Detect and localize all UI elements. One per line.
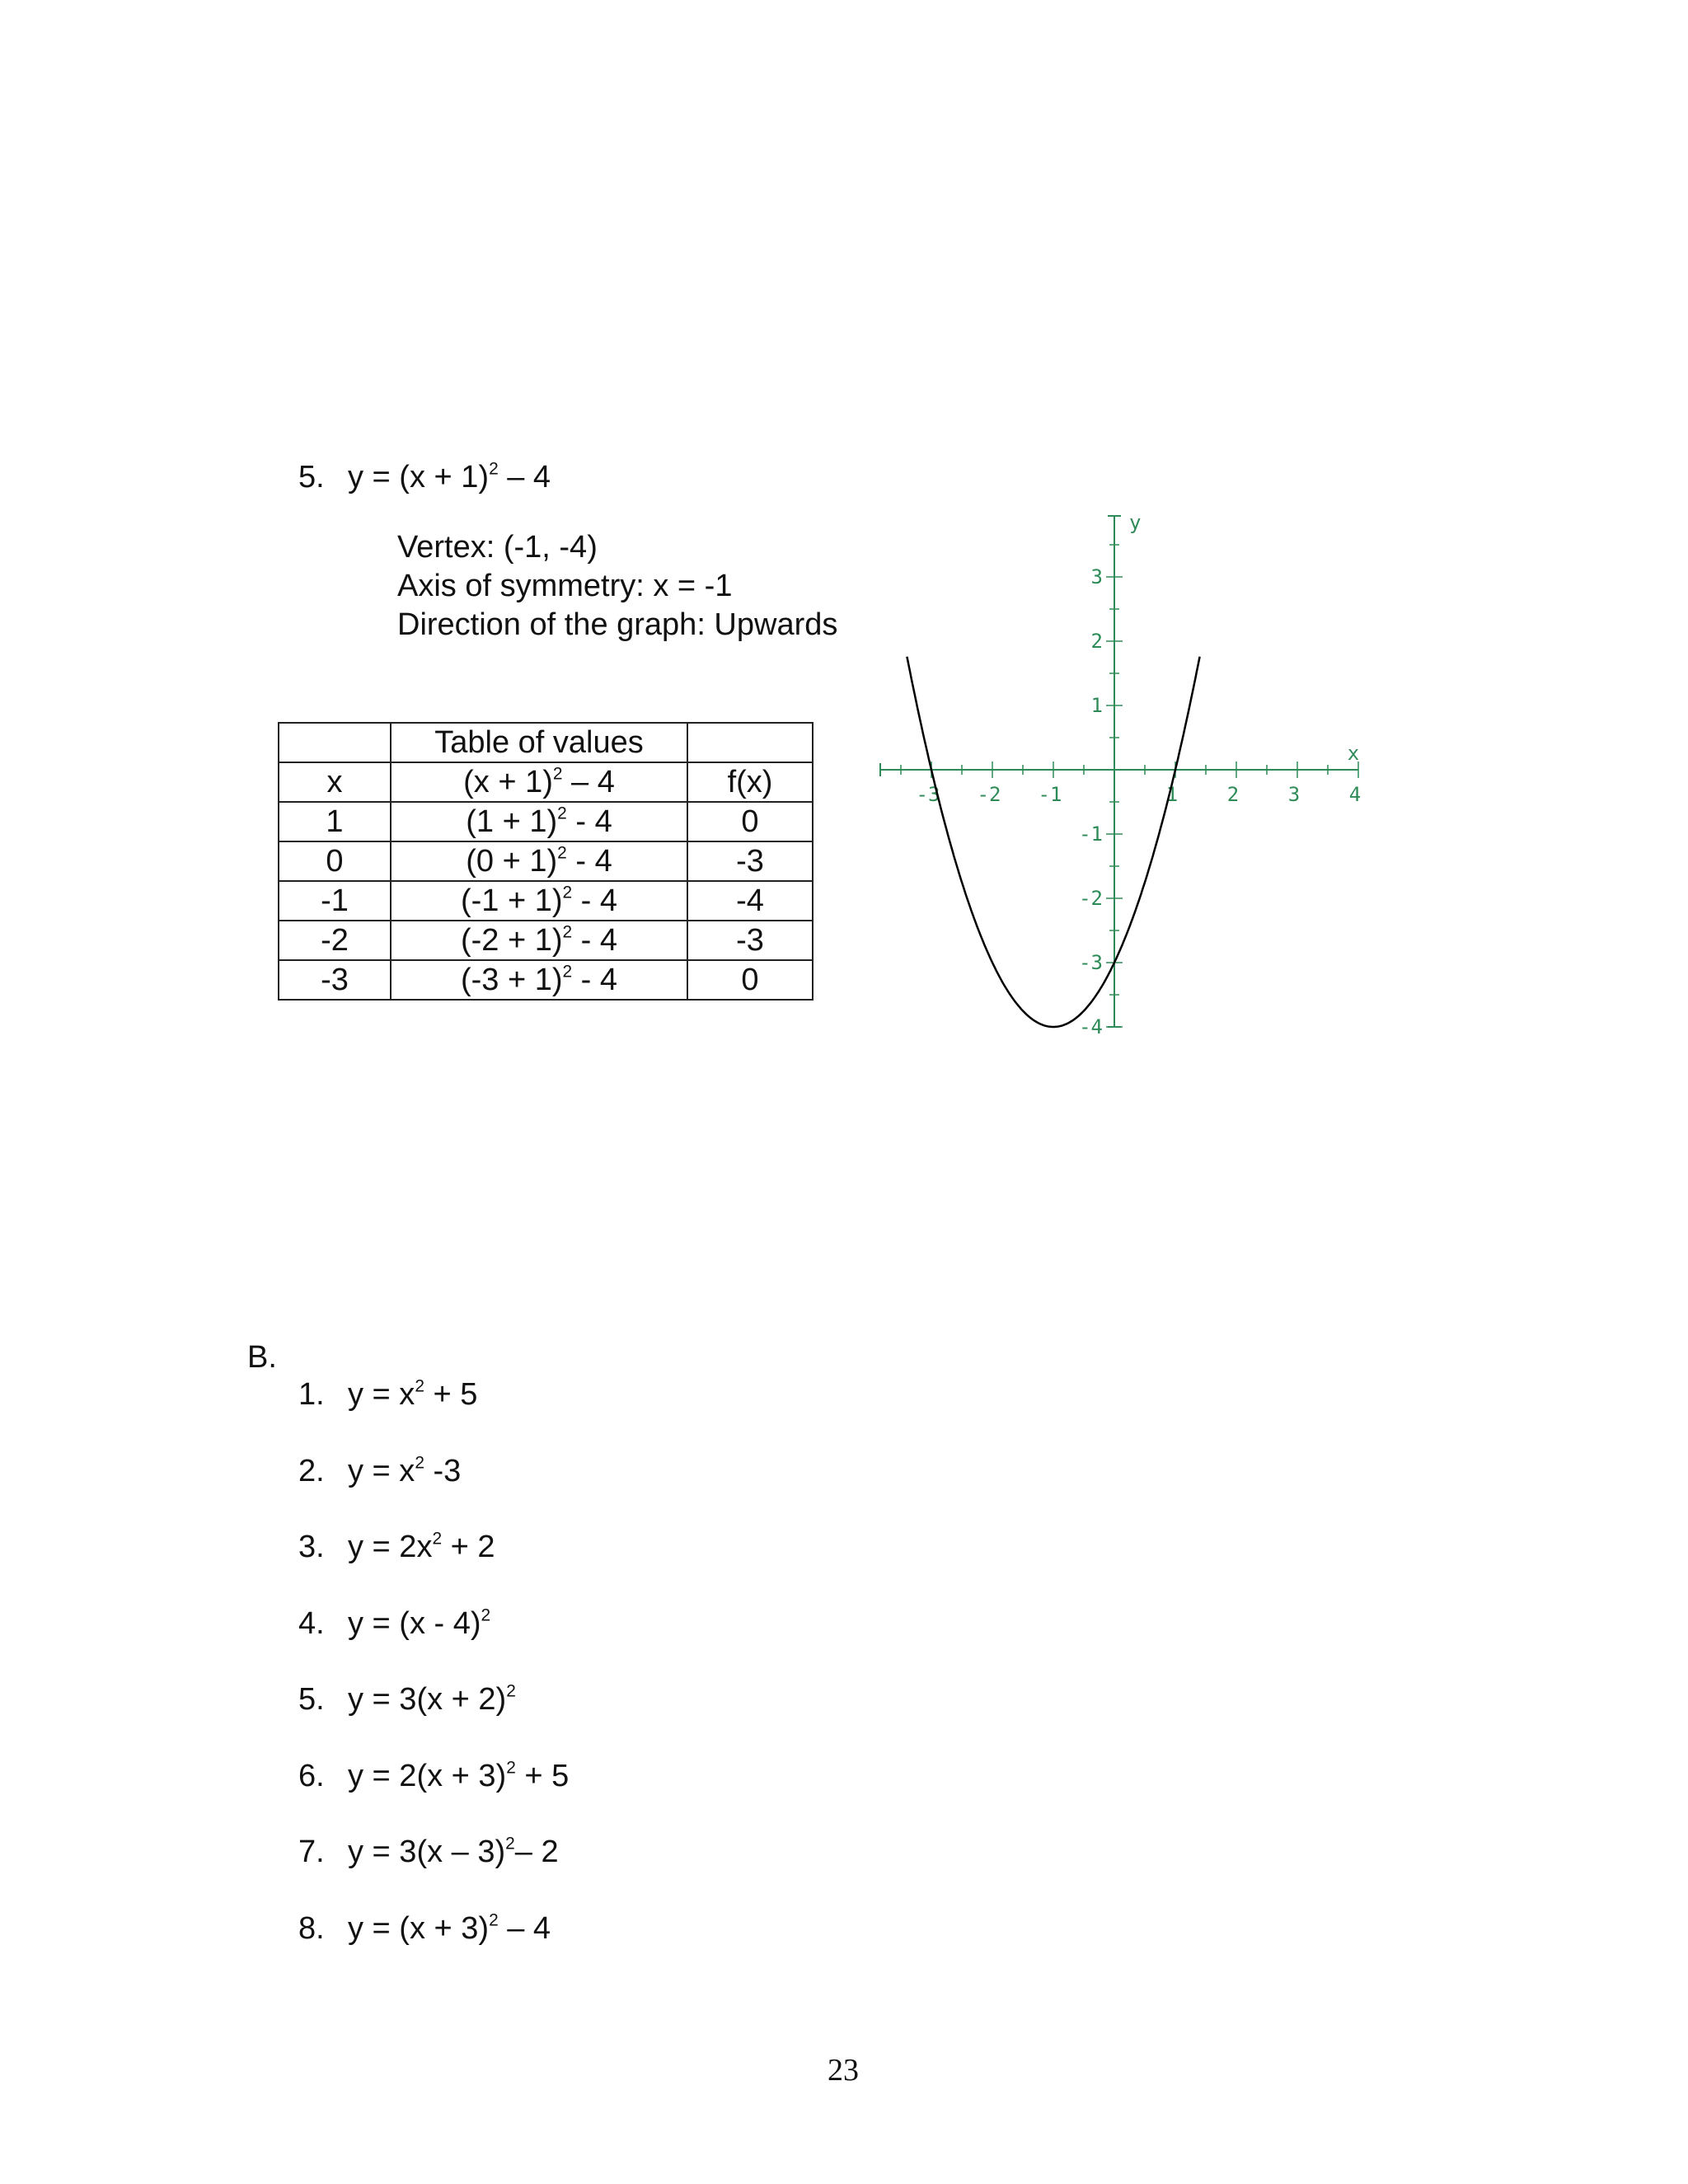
section-b-item: 2. $y = x^2$ -3 <box>298 1453 462 1488</box>
y-tick-label: 3 <box>1090 565 1103 588</box>
parabola-curve <box>907 657 1199 1027</box>
x-tick-label: -3 <box>916 783 940 806</box>
parabola-graph <box>857 494 1401 1055</box>
section-b-item: 4. y = (x - 4)$^2$ <box>298 1605 491 1641</box>
y-axis-label: y <box>1129 511 1142 534</box>
table-row: 1 $(1 + 1)^2 - 4$ 0 <box>279 802 813 841</box>
y-tick-label: 1 <box>1090 694 1103 717</box>
section-b-item: 5. $y = 3(x + 2)^2$ <box>298 1681 516 1717</box>
x-tick-label: 3 <box>1287 783 1301 806</box>
table-row: -3 $(-3 + 1)^2 - 4$ 0 <box>279 960 813 1000</box>
header-x: x <box>279 762 391 802</box>
problem-5-equation: 5. $y = (x + 1)^2 - 4$ <box>298 459 551 494</box>
header-fx: f(x) <box>687 762 813 802</box>
table-title: Table of values <box>391 723 687 762</box>
y-tick-label: -4 <box>1079 1015 1103 1038</box>
table-of-values <box>278 722 814 1001</box>
section-b-item: 1. $y = x^2 + 5$ <box>298 1376 478 1412</box>
vertex-text: Vertex: (-1, -4) <box>397 530 598 565</box>
table-row: -1 $(-1 + 1)^2 - 4$ -4 <box>279 881 813 921</box>
y-tick-label: -3 <box>1079 951 1103 974</box>
section-b-label: B. <box>247 1340 277 1375</box>
page-number: 23 <box>828 2053 859 2088</box>
x-axis-label: x <box>1347 742 1360 765</box>
section-b-item: 7. y = 3(x – 3)$^2$– 2 <box>298 1834 559 1869</box>
x-tick-label: -1 <box>1038 783 1062 806</box>
table-title-row <box>279 723 813 762</box>
table-row: -2 $(-2 + 1)^2 - 4$ -3 <box>279 921 813 960</box>
axis-of-symmetry-text: Axis of symmetry: x = -1 <box>397 569 733 603</box>
table-header-row <box>279 762 813 802</box>
section-b-item: 6. $y = 2(x + 3)^2 + 5$ <box>298 1758 570 1793</box>
x-tick-label: 1 <box>1165 783 1179 806</box>
table-row: 0 $(0 + 1)^2 - 4$ -3 <box>279 841 813 881</box>
section-b-item: 3. $y = 2x^2 + 2$ <box>298 1529 495 1564</box>
y-tick-label: 2 <box>1090 630 1103 653</box>
header-expression: $(x + 1)^2 - 4$ <box>391 762 687 802</box>
y-tick-label: -2 <box>1079 887 1103 910</box>
x-tick-label: 2 <box>1226 783 1240 806</box>
x-tick-label: 4 <box>1348 783 1362 806</box>
section-b-item: 8. $y = (x + 3)^2 - 4$ <box>298 1910 551 1946</box>
y-tick-label: -1 <box>1079 823 1103 846</box>
x-tick-label: -2 <box>977 783 1001 806</box>
direction-text: Direction of the graph: Upwards <box>397 607 838 642</box>
